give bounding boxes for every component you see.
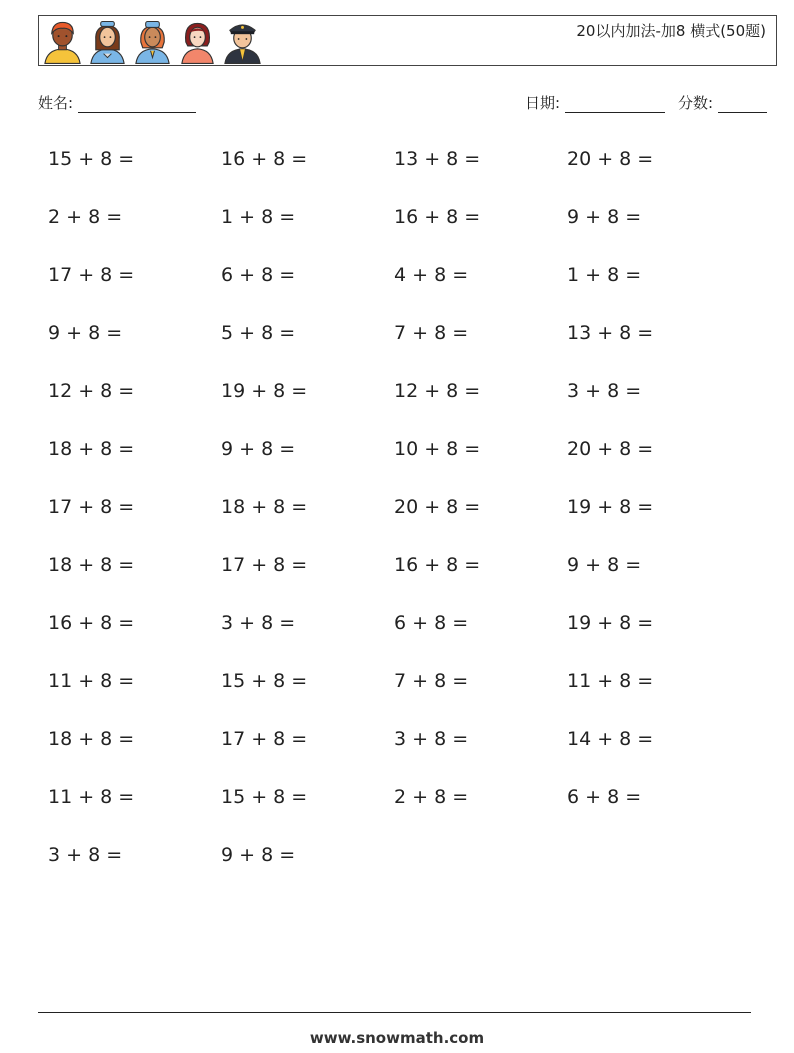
score-blank[interactable] — [718, 95, 767, 113]
worksheet-header — [38, 15, 777, 66]
problem-item: 9 + 8 = — [48, 322, 123, 344]
flight-attendant-avatar-icon — [88, 18, 127, 64]
problem-item: 5 + 8 = — [221, 322, 296, 344]
date-blank[interactable] — [565, 95, 665, 113]
problem-item: 19 + 8 = — [221, 380, 308, 402]
problem-item: 16 + 8 = — [221, 148, 308, 170]
problem-item: 19 + 8 = — [567, 496, 654, 518]
footer-divider — [38, 1012, 751, 1013]
footer-url: www.snowmath.com — [309, 1029, 485, 1047]
score-field[interactable] — [678, 92, 767, 113]
problem-item: 9 + 8 = — [221, 844, 296, 866]
problem-item: 3 + 8 = — [567, 380, 642, 402]
name-field[interactable] — [38, 92, 196, 113]
problem-item: 7 + 8 = — [394, 670, 469, 692]
problem-item: 1 + 8 = — [221, 206, 296, 228]
pilot-avatar-icon — [223, 18, 262, 64]
problem-item: 1 + 8 = — [567, 264, 642, 286]
problem-item: 16 + 8 = — [394, 206, 481, 228]
problem-item: 18 + 8 = — [48, 554, 135, 576]
problem-item: 16 + 8 = — [48, 612, 135, 634]
problem-item: 19 + 8 = — [567, 612, 654, 634]
problem-item: 11 + 8 = — [567, 670, 654, 692]
nurse-avatar-icon — [133, 18, 172, 64]
problem-item: 15 + 8 = — [221, 670, 308, 692]
name-label: 姓名: — [38, 94, 74, 112]
problem-item: 17 + 8 = — [221, 728, 308, 750]
problem-item: 14 + 8 = — [567, 728, 654, 750]
problem-item: 9 + 8 = — [567, 206, 642, 228]
problem-item: 18 + 8 = — [221, 496, 308, 518]
date-label: 日期: — [525, 94, 561, 112]
problem-item: 11 + 8 = — [48, 786, 135, 808]
problem-item: 17 + 8 = — [221, 554, 308, 576]
problem-item: 17 + 8 = — [48, 496, 135, 518]
avatar-strip — [43, 18, 262, 64]
problem-item: 6 + 8 = — [567, 786, 642, 808]
score-label: 分数: — [678, 94, 714, 112]
problem-item: 9 + 8 = — [221, 438, 296, 460]
problem-item: 3 + 8 = — [48, 844, 123, 866]
problem-item: 6 + 8 = — [221, 264, 296, 286]
problem-item: 2 + 8 = — [394, 786, 469, 808]
problem-item: 3 + 8 = — [221, 612, 296, 634]
problem-item: 15 + 8 = — [221, 786, 308, 808]
problem-item: 13 + 8 = — [567, 322, 654, 344]
problem-item: 7 + 8 = — [394, 322, 469, 344]
problem-item: 6 + 8 = — [394, 612, 469, 634]
woman-avatar-icon — [178, 18, 217, 64]
problem-item: 20 + 8 = — [567, 148, 654, 170]
date-field[interactable] — [525, 92, 665, 113]
problem-item: 20 + 8 = — [567, 438, 654, 460]
name-blank[interactable] — [78, 95, 196, 113]
problem-item: 16 + 8 = — [394, 554, 481, 576]
problem-item: 2 + 8 = — [48, 206, 123, 228]
problem-item: 9 + 8 = — [567, 554, 642, 576]
worksheet-title: 20以内加法-加8 横式(50题) — [576, 22, 766, 40]
problem-item: 10 + 8 = — [394, 438, 481, 460]
problem-item: 18 + 8 = — [48, 438, 135, 460]
problem-item: 3 + 8 = — [394, 728, 469, 750]
problem-item: 15 + 8 = — [48, 148, 135, 170]
problem-item: 4 + 8 = — [394, 264, 469, 286]
problem-item: 18 + 8 = — [48, 728, 135, 750]
problem-item: 11 + 8 = — [48, 670, 135, 692]
problem-item: 12 + 8 = — [394, 380, 481, 402]
problem-item: 20 + 8 = — [394, 496, 481, 518]
problem-item: 17 + 8 = — [48, 264, 135, 286]
problem-item: 13 + 8 = — [394, 148, 481, 170]
problem-item: 12 + 8 = — [48, 380, 135, 402]
boy-avatar-icon — [43, 18, 82, 64]
